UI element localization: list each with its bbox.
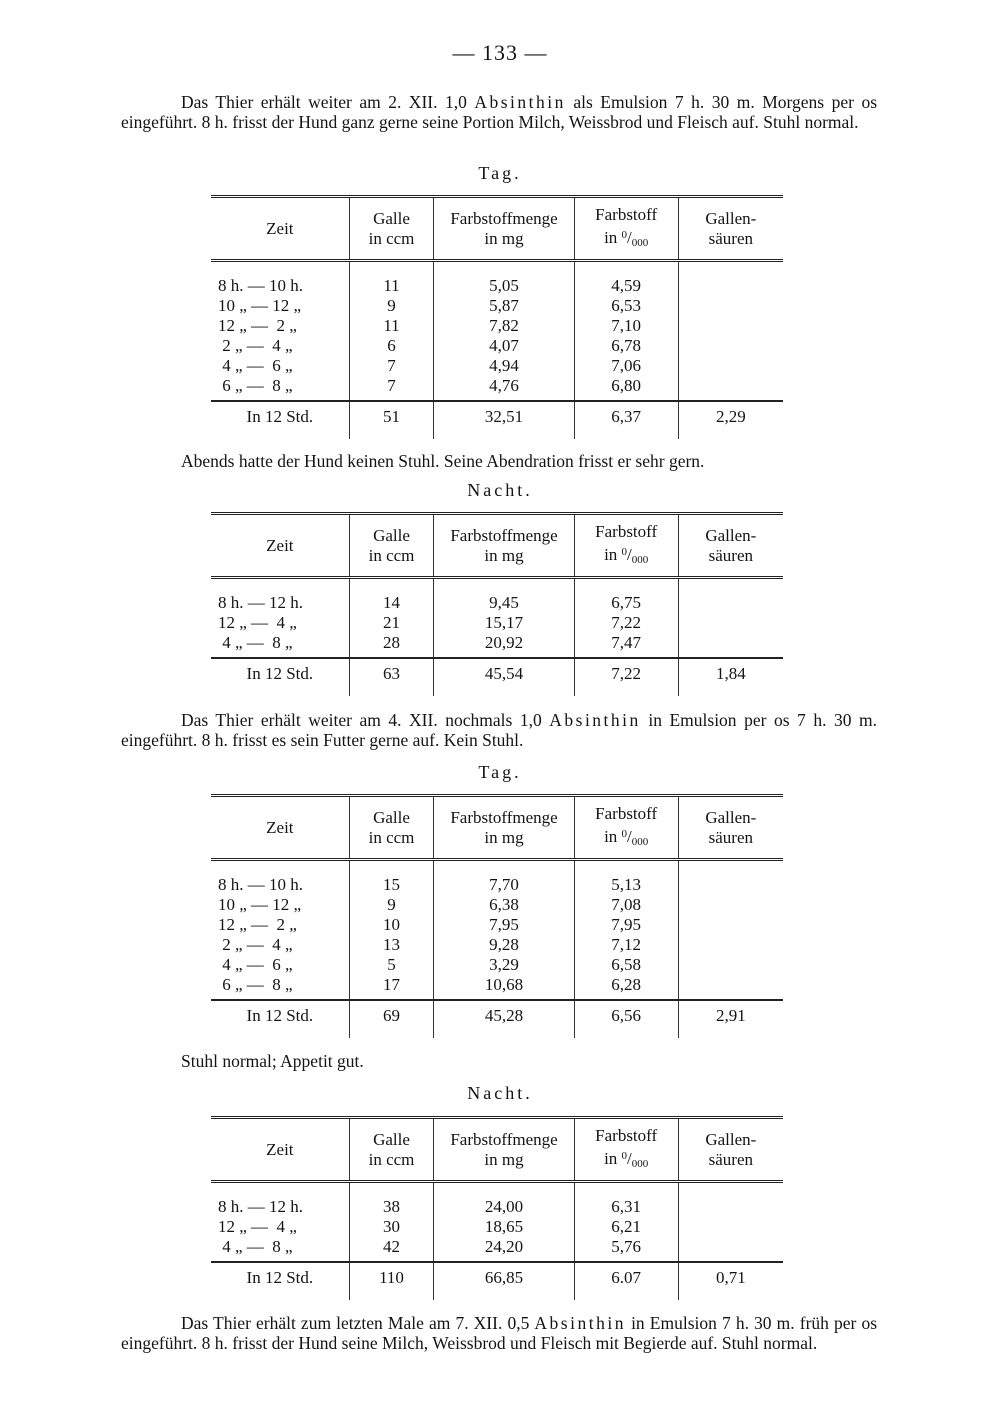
cell-galle: 7 — [349, 376, 434, 401]
cell-gallensaeuren — [678, 633, 783, 658]
cell-gallensaeuren — [678, 356, 783, 376]
data-table-day-1 — [211, 195, 783, 439]
cell-zeit: 10 „ — 12 „ — [218, 895, 302, 914]
paragraph-day-4: Das Thier erhält weiter am 4. XII. nochmals 1,0 Absinthin in Emulsion per os 7 h. 30 m. eingeführt. 8 h. frisst es sein Futter gerne auf. Kein Stuhl. — [121, 710, 877, 750]
cell-farbstoff: 6,31 — [574, 1182, 678, 1218]
table-row — [211, 336, 783, 356]
table-row — [211, 975, 783, 1000]
cell-zeit: 12 „ — 4 „ — [218, 1217, 297, 1236]
paragraph-evening: Abends hatte der Hund keinen Stuhl. Seine Abendration frisst er sehr gern. — [181, 451, 705, 471]
cell-farbstoff: 7,47 — [574, 633, 678, 658]
heading-nacht-1: Nacht. — [467, 480, 533, 500]
cell-farbstoff: 5,13 — [574, 860, 678, 896]
page-number: — 133 — — [452, 40, 548, 65]
column-header-galle: Galle in ccm — [349, 1118, 434, 1182]
cell-zeit: 2 „ — 4 „ — [218, 935, 293, 954]
paragraph-day-7: Das Thier erhält zum letzten Male am 7. XII. 0,5 Absinthin in Emulsion 7 h. 30 m. früh per os eingeführt. 8 h. frisst der Hund seine Milch, Weissbrod und Fleisch mit Begierde auf. Stuhl normal. — [121, 1313, 877, 1353]
cell-galle: 7 — [349, 356, 434, 376]
cell-total-label: In 12 Std. — [246, 1268, 314, 1287]
column-header-gallensaeuren: Gallen- säuren — [678, 796, 783, 860]
cell-galle: 10 — [349, 915, 434, 935]
cell-total-gallensaeuren: 2,29 — [678, 401, 783, 439]
column-header-gallensaeuren: Gallen- säuren — [678, 197, 783, 261]
cell-farbstoff: 7,22 — [574, 613, 678, 633]
table-row — [211, 261, 783, 297]
table-total-row — [211, 401, 783, 439]
cell-gallensaeuren — [678, 955, 783, 975]
cell-gallensaeuren — [678, 578, 783, 614]
cell-zeit: 6 „ — 8 „ — [218, 376, 293, 395]
table-header-row — [211, 1118, 783, 1182]
cell-farbstoffmenge: 9,28 — [434, 935, 574, 955]
drug-name: Absinthin — [549, 710, 641, 730]
table-header-row — [211, 796, 783, 860]
cell-galle: 11 — [349, 261, 434, 297]
table-total-row — [211, 658, 783, 696]
cell-zeit: 8 h. — 12 h. — [218, 1197, 303, 1216]
cell-gallensaeuren — [678, 1182, 783, 1218]
table-row — [211, 376, 783, 401]
column-header-farbstoff: Farbstoff in $^0/_{000}$ — [574, 796, 678, 860]
drug-name: Absinthin — [474, 92, 566, 112]
cell-farbstoff: 6,21 — [574, 1217, 678, 1237]
cell-galle: 5 — [349, 955, 434, 975]
cell-zeit: 6 „ — 8 „ — [218, 975, 293, 994]
cell-farbstoff: 7,95 — [574, 915, 678, 935]
cell-galle: 21 — [349, 613, 434, 633]
table-row — [211, 296, 783, 316]
cell-farbstoff: 6,58 — [574, 955, 678, 975]
cell-galle: 6 — [349, 336, 434, 356]
cell-total-gallensaeuren: 0,71 — [678, 1262, 783, 1300]
table-total-row — [211, 1262, 783, 1300]
cell-zeit: 10 „ — 12 „ — [218, 296, 302, 315]
column-header-farbstoff: Farbstoff in $^0/_{000}$ — [574, 514, 678, 578]
table-row — [211, 1182, 783, 1218]
table-row — [211, 613, 783, 633]
cell-farbstoffmenge: 3,29 — [434, 955, 574, 975]
cell-farbstoffmenge: 6,38 — [434, 895, 574, 915]
cell-farbstoff: 6,80 — [574, 376, 678, 401]
column-header-farbstoff: Farbstoff in $^0/_{000}$ — [574, 197, 678, 261]
cell-farbstoffmenge: 10,68 — [434, 975, 574, 1000]
cell-total-farbstoffmenge: 66,85 — [434, 1262, 574, 1300]
cell-farbstoff: 7,12 — [574, 935, 678, 955]
column-header-galle: Galle in ccm — [349, 514, 434, 578]
column-header-farbstoff: Farbstoff in $^0/_{000}$ — [574, 1118, 678, 1182]
table-row — [211, 633, 783, 658]
column-header-farbstoffmenge: Farbstoffmenge in mg — [434, 514, 574, 578]
table-row — [211, 1217, 783, 1237]
cell-farbstoff: 7,10 — [574, 316, 678, 336]
cell-farbstoff: 6,28 — [574, 975, 678, 1000]
cell-farbstoffmenge: 7,82 — [434, 316, 574, 336]
heading-tag-1: Tag. — [478, 163, 522, 183]
cell-farbstoffmenge: 24,20 — [434, 1237, 574, 1262]
cell-total-gallensaeuren: 2,91 — [678, 1000, 783, 1038]
column-header-galle: Galle in ccm — [349, 796, 434, 860]
cell-total-galle: 110 — [349, 1262, 434, 1300]
cell-total-gallensaeuren: 1,84 — [678, 658, 783, 696]
data-table-night-2 — [211, 1116, 783, 1300]
cell-gallensaeuren — [678, 1237, 783, 1262]
data-table-day-2 — [211, 794, 783, 1038]
cell-farbstoff: 5,76 — [574, 1237, 678, 1262]
cell-farbstoffmenge: 7,70 — [434, 860, 574, 896]
heading-nacht-2: Nacht. — [467, 1083, 533, 1103]
cell-galle: 38 — [349, 1182, 434, 1218]
column-header-gallensaeuren: Gallen- säuren — [678, 1118, 783, 1182]
table-row — [211, 860, 783, 896]
cell-gallensaeuren — [678, 613, 783, 633]
cell-farbstoffmenge: 9,45 — [434, 578, 574, 614]
table-total-row — [211, 1000, 783, 1038]
cell-farbstoffmenge: 15,17 — [434, 613, 574, 633]
column-header-gallensaeuren: Gallen- säuren — [678, 514, 783, 578]
table-row — [211, 356, 783, 376]
cell-gallensaeuren — [678, 975, 783, 1000]
cell-farbstoff: 6,78 — [574, 336, 678, 356]
cell-gallensaeuren — [678, 376, 783, 401]
cell-gallensaeuren — [678, 915, 783, 935]
cell-farbstoff: 6,53 — [574, 296, 678, 316]
cell-gallensaeuren — [678, 935, 783, 955]
table-row — [211, 935, 783, 955]
cell-farbstoff: 7,06 — [574, 356, 678, 376]
cell-total-farbstoff: 7,22 — [574, 658, 678, 696]
cell-galle: 13 — [349, 935, 434, 955]
table-header-row — [211, 514, 783, 578]
cell-total-farbstoff: 6,37 — [574, 401, 678, 439]
cell-gallensaeuren — [678, 316, 783, 336]
cell-farbstoffmenge: 5,87 — [434, 296, 574, 316]
cell-gallensaeuren — [678, 336, 783, 356]
cell-farbstoff: 6,75 — [574, 578, 678, 614]
cell-galle: 9 — [349, 296, 434, 316]
cell-galle: 14 — [349, 578, 434, 614]
column-header-farbstoffmenge: Farbstoffmenge in mg — [434, 197, 574, 261]
cell-total-label: In 12 Std. — [246, 407, 314, 426]
cell-zeit: 8 h. — 10 h. — [218, 875, 303, 894]
cell-gallensaeuren — [678, 296, 783, 316]
cell-farbstoff: 7,08 — [574, 895, 678, 915]
data-table-night-1 — [211, 512, 783, 696]
table-row — [211, 316, 783, 336]
cell-gallensaeuren — [678, 860, 783, 896]
cell-gallensaeuren — [678, 1217, 783, 1237]
cell-zeit: 12 „ — 2 „ — [218, 316, 297, 335]
cell-total-farbstoffmenge: 32,51 — [434, 401, 574, 439]
column-header-zeit: Zeit — [266, 218, 294, 238]
cell-total-label: In 12 Std. — [246, 1006, 314, 1025]
table-row — [211, 1237, 783, 1262]
cell-galle: 30 — [349, 1217, 434, 1237]
cell-zeit: 12 „ — 2 „ — [218, 915, 297, 934]
cell-total-label: In 12 Std. — [246, 664, 314, 683]
cell-galle: 15 — [349, 860, 434, 896]
cell-farbstoff: 4,59 — [574, 261, 678, 297]
cell-galle: 28 — [349, 633, 434, 658]
cell-farbstoffmenge: 24,00 — [434, 1182, 574, 1218]
cell-gallensaeuren — [678, 895, 783, 915]
cell-farbstoffmenge: 7,95 — [434, 915, 574, 935]
column-header-farbstoffmenge: Farbstoffmenge in mg — [434, 796, 574, 860]
cell-total-farbstoff: 6.07 — [574, 1262, 678, 1300]
cell-zeit: 4 „ — 6 „ — [218, 955, 293, 974]
cell-total-galle: 69 — [349, 1000, 434, 1038]
column-header-galle: Galle in ccm — [349, 197, 434, 261]
cell-total-galle: 51 — [349, 401, 434, 439]
column-header-zeit: Zeit — [266, 817, 294, 837]
cell-zeit: 4 „ — 6 „ — [218, 356, 293, 375]
cell-zeit: 8 h. — 12 h. — [218, 593, 303, 612]
cell-total-farbstoffmenge: 45,54 — [434, 658, 574, 696]
cell-galle: 42 — [349, 1237, 434, 1262]
cell-farbstoffmenge: 18,65 — [434, 1217, 574, 1237]
drug-name: Absinthin — [534, 1313, 626, 1333]
table-row — [211, 915, 783, 935]
cell-farbstoffmenge: 5,05 — [434, 261, 574, 297]
paragraph-stool: Stuhl normal; Appetit gut. — [181, 1051, 364, 1071]
cell-farbstoffmenge: 4,07 — [434, 336, 574, 356]
cell-zeit: 4 „ — 8 „ — [218, 633, 293, 652]
cell-farbstoffmenge: 20,92 — [434, 633, 574, 658]
cell-gallensaeuren — [678, 261, 783, 297]
table-row — [211, 578, 783, 614]
column-header-farbstoffmenge: Farbstoffmenge in mg — [434, 1118, 574, 1182]
cell-total-farbstoffmenge: 45,28 — [434, 1000, 574, 1038]
column-header-zeit: Zeit — [266, 535, 294, 555]
cell-zeit: 8 h. — 10 h. — [218, 276, 303, 295]
heading-tag-2: Tag. — [478, 762, 522, 782]
column-header-zeit: Zeit — [266, 1139, 294, 1159]
cell-galle: 11 — [349, 316, 434, 336]
cell-galle: 17 — [349, 975, 434, 1000]
paragraph-day-2: Das Thier erhält weiter am 2. XII. 1,0 Absinthin als Emulsion 7 h. 30 m. Morgens per os eingeführt. 8 h. frisst der Hund ganz gerne seine Portion Milch, Weissbrod und Fleisch auf. Stuhl normal. — [121, 92, 878, 132]
cell-zeit: 2 „ — 4 „ — [218, 336, 293, 355]
cell-zeit: 12 „ — 4 „ — [218, 613, 297, 632]
table-row — [211, 895, 783, 915]
cell-galle: 9 — [349, 895, 434, 915]
cell-farbstoffmenge: 4,76 — [434, 376, 574, 401]
cell-zeit: 4 „ — 8 „ — [218, 1237, 293, 1256]
table-row — [211, 955, 783, 975]
cell-farbstoffmenge: 4,94 — [434, 356, 574, 376]
table-header-row — [211, 197, 783, 261]
cell-total-galle: 63 — [349, 658, 434, 696]
cell-total-farbstoff: 6,56 — [574, 1000, 678, 1038]
